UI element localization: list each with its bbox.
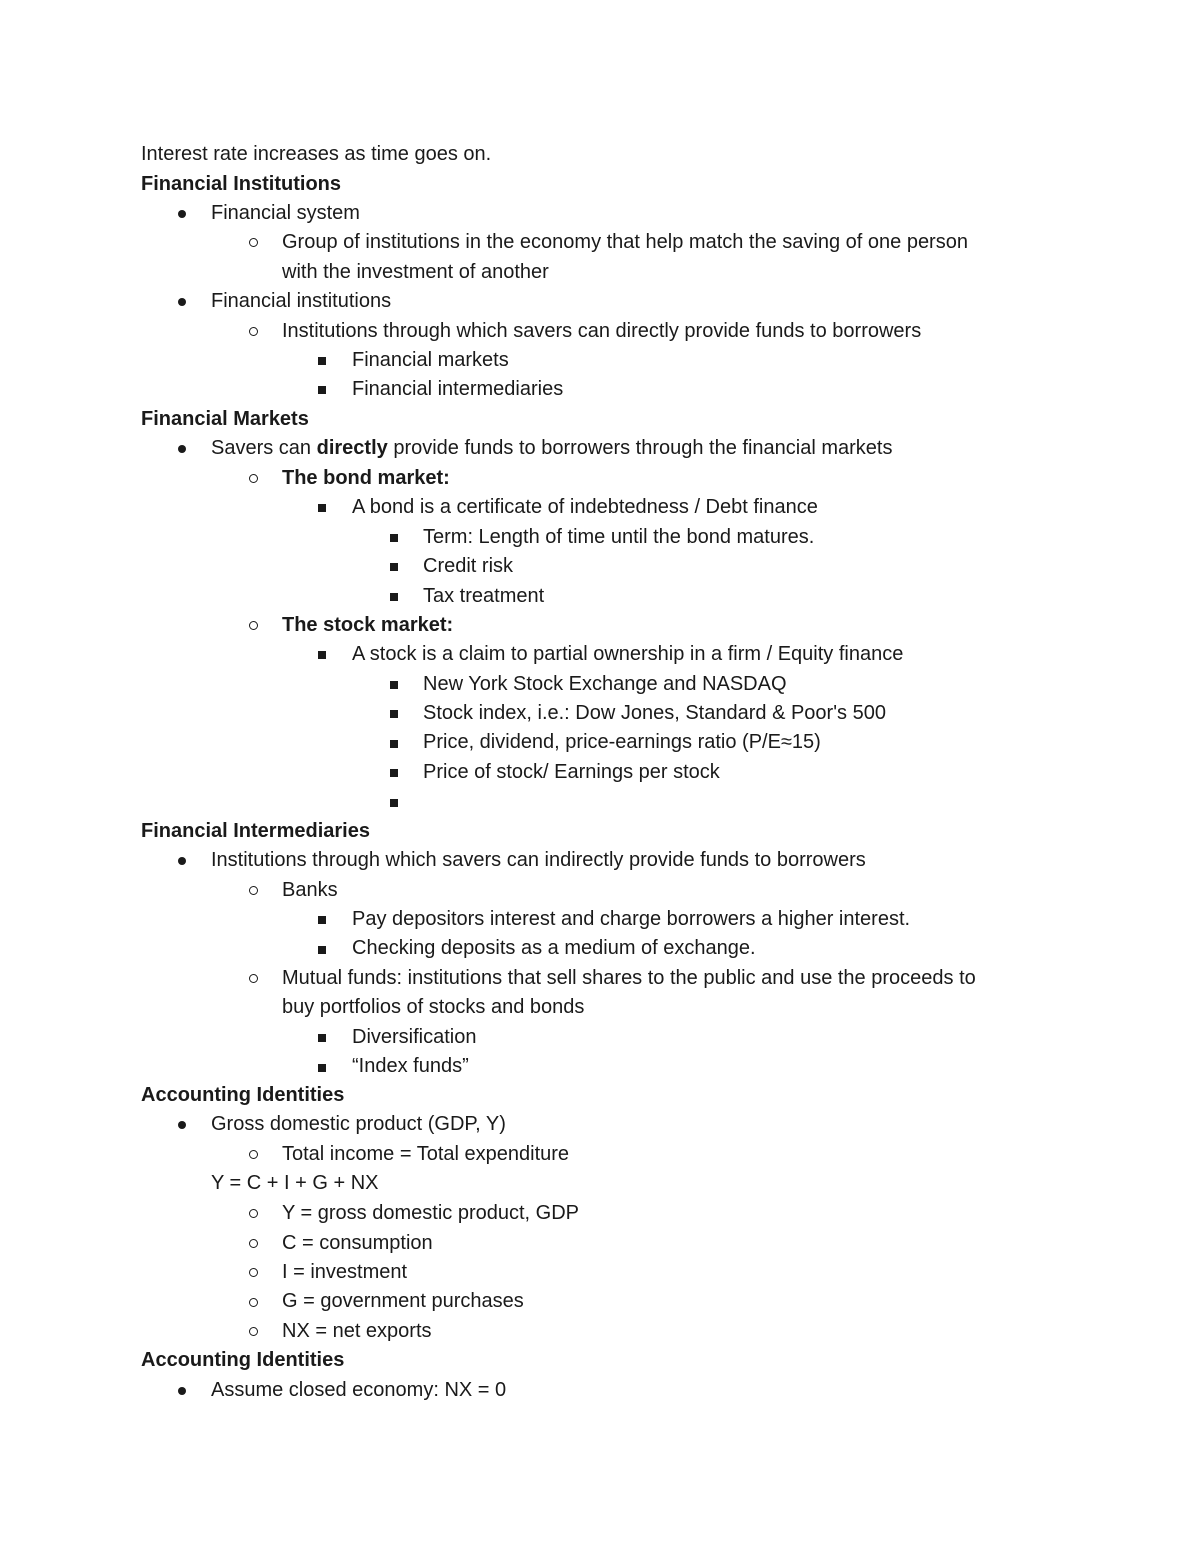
heading-financial-markets: Financial Markets (141, 408, 309, 430)
list-item: Credit risk (423, 555, 514, 577)
heading-accounting-identities-2: Accounting Identities (141, 1349, 345, 1371)
square-bullet-icon (390, 534, 398, 542)
list-item: A bond is a certificate of indebtedness / Debt finance (352, 496, 818, 518)
subheading-stock-market: The stock market: (282, 614, 454, 636)
list-item: Institutions through which savers can directly provide funds to borrowers (282, 320, 922, 342)
list-item: Stock index, i.e.: Dow Jones, Standard & Poor's 500 (423, 702, 886, 724)
list-item: Price, dividend, price-earnings ratio (P/E≈15) (423, 731, 821, 753)
list-item: Term: Length of time until the bond matures. (423, 526, 815, 548)
list-item: Assume closed economy: NX = 0 (211, 1379, 507, 1401)
circle-bullet-icon (249, 327, 258, 336)
disc-bullet-icon (178, 298, 186, 306)
intro-text: Interest rate increases as time goes on. (141, 143, 492, 165)
subheading-bond-market: The bond market: (282, 467, 450, 489)
square-bullet-icon (390, 681, 398, 689)
list-item: Financial institutions (211, 290, 392, 312)
savers-text-bold: directly (316, 437, 388, 459)
square-bullet-icon (318, 916, 326, 924)
list-item: Institutions through which savers can indirectly provide funds to borrowers (211, 849, 866, 871)
square-bullet-icon (318, 1034, 326, 1042)
circle-bullet-icon (249, 1209, 258, 1218)
disc-bullet-icon (178, 210, 186, 218)
list-item: “Index funds” (352, 1055, 469, 1077)
list-item: Financial markets (352, 349, 509, 371)
list-item: Mutual funds: institutions that sell shares to the public and use the proceeds to (282, 967, 976, 989)
list-item: Total income = Total expenditure (282, 1143, 570, 1165)
circle-bullet-icon (249, 886, 258, 895)
list-item: A stock is a claim to partial ownership in a firm / Equity finance (352, 643, 904, 665)
circle-bullet-icon (249, 1298, 258, 1307)
square-bullet-icon (390, 563, 398, 571)
circle-bullet-icon (249, 1150, 258, 1159)
list-item: Gross domestic product (GDP, Y) (211, 1113, 506, 1135)
square-bullet-icon (318, 386, 326, 394)
square-bullet-icon (318, 1064, 326, 1072)
heading-financial-institutions: Financial Institutions (141, 173, 342, 195)
list-item: Financial system (211, 202, 360, 224)
circle-bullet-icon (249, 1268, 258, 1277)
circle-bullet-icon (249, 1327, 258, 1336)
savers-text-post: provide funds to borrowers through the financial markets (387, 437, 893, 459)
square-bullet-icon (318, 946, 326, 954)
list-item: I = investment (282, 1261, 408, 1283)
list-item: C = consumption (282, 1232, 433, 1254)
square-bullet-icon (318, 504, 326, 512)
equation-text: Y = C + I + G + NX (211, 1172, 379, 1194)
square-bullet-icon (390, 740, 398, 748)
disc-bullet-icon (178, 445, 186, 453)
circle-bullet-icon (249, 1239, 258, 1248)
list-item (211, 434, 892, 464)
disc-bullet-icon (178, 1387, 186, 1395)
list-item: Group of institutions in the economy that help match the saving of one person (282, 231, 968, 253)
disc-bullet-icon (178, 857, 186, 865)
heading-financial-intermediaries: Financial Intermediaries (141, 820, 370, 842)
circle-bullet-icon (249, 474, 258, 483)
list-item: Checking deposits as a medium of exchange. (352, 937, 756, 959)
list-item: Pay depositors interest and charge borrowers a higher interest. (352, 908, 911, 930)
square-bullet-icon (390, 799, 398, 807)
list-item: G = government purchases (282, 1290, 524, 1312)
savers-text-pre: Savers can (211, 437, 317, 459)
list-item-continuation: with the investment of another (282, 261, 549, 283)
list-item: Y = gross domestic product, GDP (282, 1202, 579, 1224)
list-item: NX = net exports (282, 1320, 432, 1342)
disc-bullet-icon (178, 1121, 186, 1129)
square-bullet-icon (390, 769, 398, 777)
list-item-continuation: buy portfolios of stocks and bonds (282, 996, 585, 1018)
list-item: Banks (282, 879, 338, 901)
list-item: Diversification (352, 1026, 477, 1048)
list-item: Price of stock/ Earnings per stock (423, 761, 720, 783)
list-item: Tax treatment (423, 585, 545, 607)
square-bullet-icon (390, 710, 398, 718)
circle-bullet-icon (249, 974, 258, 983)
square-bullet-icon (318, 651, 326, 659)
heading-accounting-identities: Accounting Identities (141, 1084, 345, 1106)
circle-bullet-icon (249, 238, 258, 247)
list-item: New York Stock Exchange and NASDAQ (423, 673, 787, 695)
list-item: Financial intermediaries (352, 378, 564, 400)
square-bullet-icon (390, 593, 398, 601)
circle-bullet-icon (249, 621, 258, 630)
square-bullet-icon (318, 357, 326, 365)
